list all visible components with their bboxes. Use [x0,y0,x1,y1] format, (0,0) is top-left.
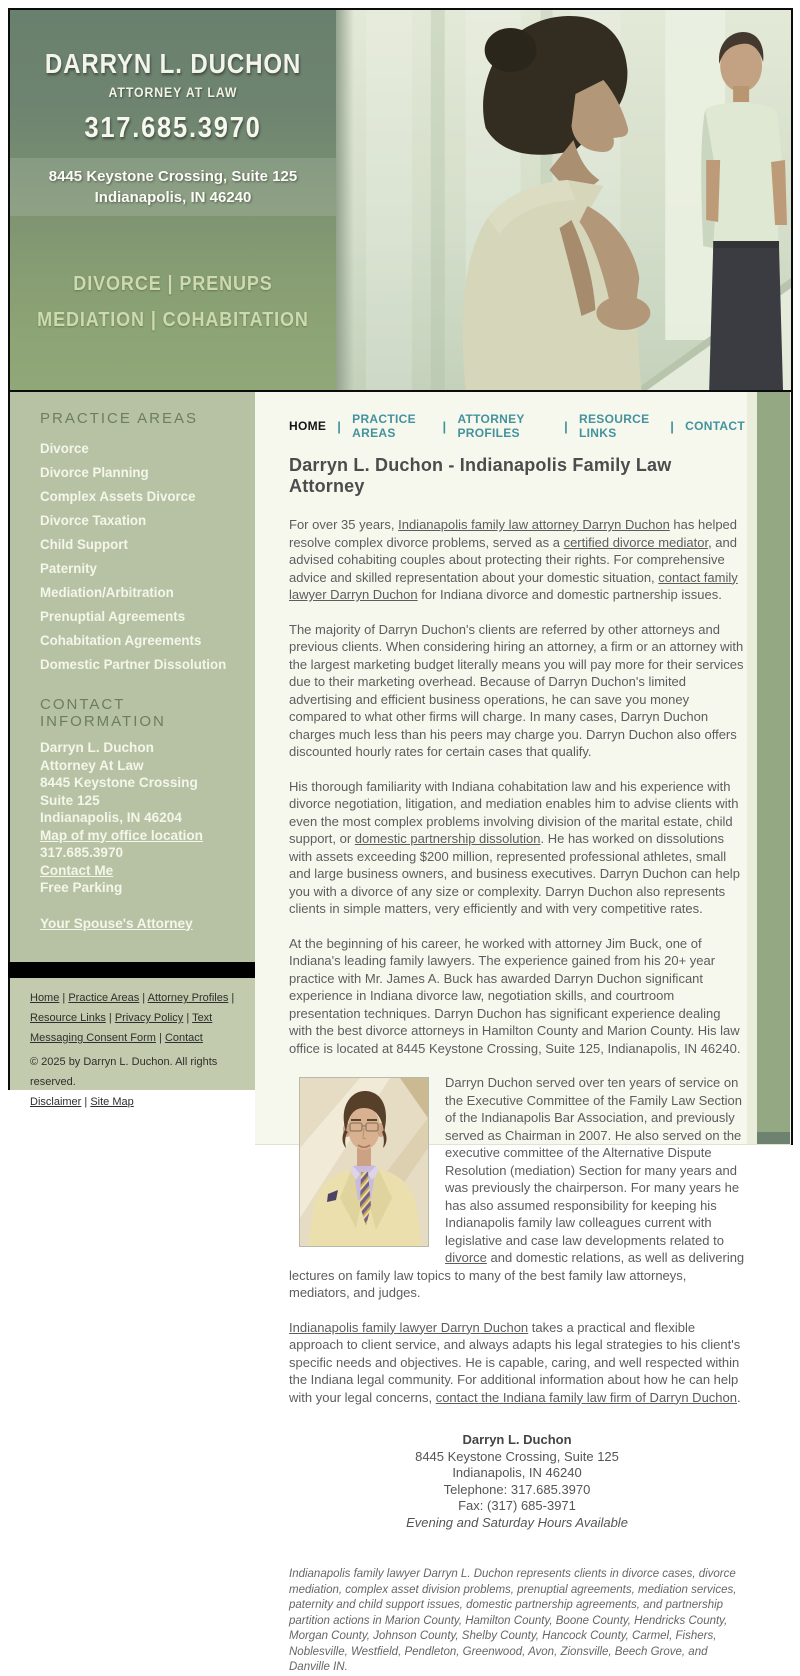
inline-link[interactable]: Indianapolis family law attorney Darryn Duchon [398,517,670,532]
contact-block-fax: Fax: (317) 685-3971 [458,1498,576,1513]
sidebar-practice-area-link[interactable]: Mediation/Arbitration [40,584,174,600]
inline-link[interactable]: domestic partnership dissolution [354,831,541,846]
address-line-1: 8445 Keystone Crossing, Suite 125 [48,168,298,185]
text-segment: | [183,1012,193,1024]
text-segment: . He has worked on dissolutions with assets exceeding $200 million, represented professional athletes, small and large business owners, and business executives. Darryn Duchon can help you with a divorce of any size or complexity. Darryn Duchon also represents clients in simple matters, very efficiently and with very competitive rates. [289,831,740,916]
nav-separator: | [564,418,569,434]
contact-information-title: CONTACT INFORMATION [40,696,166,730]
sidebar-footer [10,978,255,1108]
text-segment: Darryn Duchon served over ten years of service on the Executive Committee of the Family Law Section of the Indianapolis Bar Association, and previously served as Chairman in 2007. He also served on the executive committee of the Alternative Dispute Resolution (mediation) Section for many years and was previously the chairperson. For many years he has also assumed responsibility for keeping his Indianapolis family law colleagues current with legislative and case law developments related to [445,1075,742,1248]
contact-information-section [40,696,245,932]
sidebar-practice-area-link[interactable]: Divorce Planning [40,464,149,480]
decor-strip-pale [747,392,757,1144]
sidebar-practice-area-link[interactable]: Domestic Partner Dissolution [40,656,227,672]
sidebar-practice-area-link[interactable]: Complex Assets Divorce [40,488,196,504]
nav-practice-areas[interactable]: PRACTICE AREAS [352,412,416,440]
approach-paragraph [289,1319,745,1407]
contact-block-hours: Evening and Saturday Hours Available [406,1514,628,1530]
nav-attorney-profiles[interactable]: ATTORNEY PROFILES [457,412,525,440]
contact-block-phone: Telephone: 317.685.3970 [443,1481,591,1497]
sidebar-practice-area-link[interactable]: Prenuptial Agreements [40,608,186,624]
inline-link[interactable]: Contact [164,1032,203,1044]
inline-link[interactable]: contact family lawyer Darryn Duchon [289,569,738,602]
contact-block-name: Darryn L. Duchon [462,1432,572,1447]
firm-phone: 317.685.3970 [84,112,262,144]
firm-subtitle: ATTORNEY AT LAW [108,84,238,100]
practice-areas-title: PRACTICE AREAS [40,410,199,427]
text-segment: for Indiana divorce and domestic partnership issues. [417,587,722,602]
nav-home[interactable]: HOME [289,419,327,433]
inline-link[interactable]: Practice Areas [68,992,140,1004]
inline-link[interactable]: Indianapolis family lawyer Darryn Duchon [289,1319,529,1335]
footer-links-row-2 [30,1092,239,1112]
address-line-2: Indianapolis, IN 46240 [94,189,252,206]
inline-link[interactable]: Text Messaging Consent Form [30,1012,213,1044]
free-parking-label: Free Parking [40,879,123,895]
inline-link[interactable]: divorce [445,1250,487,1265]
spouse-attorney-link[interactable]: Your Spouse's Attorney [40,914,193,931]
referrals-paragraph [289,621,745,761]
main-content [289,412,745,1676]
career-paragraph [289,935,745,1058]
contact-block-address-1: 8445 Keystone Crossing, Suite 125 [415,1448,619,1464]
map-link[interactable]: Map of my office location [40,826,203,843]
text-segment: His thorough familiarity with Indiana cohabitation law and his experience with divorce negotiation, litigation, and mediation enables him to advise clients with even the most complex problems involving division of the marital estate, child support, or [289,778,739,846]
page-title: Darryn L. Duchon - Indianapolis Family Law Attorney [289,455,672,496]
inline-link[interactable]: Disclaimer [30,1096,82,1108]
couple-photo [336,10,791,390]
nav-contact[interactable]: CONTACT [685,419,745,433]
sidebar-practice-area-link[interactable]: Paternity [40,560,97,576]
sidebar-practice-area-link[interactable]: Child Support [40,536,128,552]
address-band [10,158,336,216]
main-nav [289,412,745,440]
tagline [26,266,319,338]
sidebar-practice-area-link[interactable]: Divorce [40,440,89,456]
inline-link[interactable]: Home [30,992,60,1004]
contact-name: Darryn L. Duchon [40,739,154,755]
text-segment: The majority of Darryn Duchon's clients are referred by other attorneys and previous clients. When considering hiring an attorney, a firm or an attorney with the largest marketing budget literally means you will pay more for their services due to their marketing overhead. Because of Darryn Duchon's limited advertising and efficient business operations, he can save you money compared to what other firms will charge. In many cases, Darryn Duchon charges much less than his peers may charge you. Darryn Duchon also offers discounted hourly rates for certain cases that qualify. [289,621,744,759]
service-area-disclaimer: Indianapolis family lawyer Darryn L. Duchon represents clients in divorce cases, divorce mediation, complex asset division problems, prenuptial agreements, mediation services, paternity and child support issues, domestic partnership agreements, and partnership partition actions in Marion County, Hamilton County, Boone County, Hendricks County, Morgan County, Johnson County, Shelby County, Hancock County, Carmel, Fishers, Noblesville, Westfield, Pendleton, Greenwood, Avon, Zionsville, Beech Grove, and Danville IN. [289,1568,737,1673]
text-segment: | [155,1032,165,1044]
tagline-line-2: MEDIATION | COHABITATION [37,309,309,331]
sidebar [10,392,255,962]
contact-block [289,1432,745,1531]
inline-link[interactable]: contact the Indiana family law firm of Darryn Duchon [435,1389,737,1405]
inline-link[interactable]: certified divorce mediator [563,534,709,550]
intro-paragraph [289,516,745,604]
footer-links-row [30,988,239,1048]
experience-paragraph [289,778,745,918]
contact-me-link[interactable]: Contact Me [40,861,114,878]
contact-line: Attorney At Law [40,756,144,773]
decor-strip-cap [757,1132,790,1144]
text-segment: At the beginning of his career, he worked with attorney Jim Buck, one of Indiana's leading family lawyers. The experience gained from his 20+ year practice with Mr. James A. Buck has awarded Darryn Duchon significant experience in Indiana divorce law, negotiation skills, and courtroom presentation techniques. Darryn Duchon has significant experience dealing with the best divorce attorneys in Hamilton County and Marion County. His law office is located at 8445 Keystone Crossing, Suite 125, Indianapolis, IN 46240. [289,935,741,1056]
bio-paragraph-with-photo [289,1074,745,1302]
right-frame-border [791,392,793,1145]
contact-block-address-2: Indianapolis, IN 46240 [452,1465,582,1480]
firm-name: DARRYN L. DUCHON [44,48,302,79]
inline-link[interactable]: Attorney Profiles [147,992,229,1004]
text-segment: . [737,1389,741,1405]
sidebar-practice-area-link[interactable]: Cohabitation Agreements [40,632,202,648]
nav-separator: | [337,418,342,434]
text-segment: | [139,992,148,1004]
text-segment: | [105,1012,115,1024]
hero-left-panel [10,10,336,390]
text-segment: | [59,992,69,1004]
attorney-portrait-photo [299,1077,429,1247]
inline-link[interactable]: Site Map [90,1096,134,1108]
decor-strip-green [757,392,790,1144]
text-segment: | [81,1096,91,1108]
text-segment: has helped resolve complex divorce problems, served as a [289,517,738,550]
inline-link[interactable]: Resource Links [30,1012,106,1024]
contact-line: 8445 Keystone Crossing [40,774,198,790]
contact-line: Suite 125 [40,791,100,808]
nav-separator: | [442,418,447,434]
nav-resource-links[interactable]: RESOURCE LINKS [579,412,650,440]
text-segment: takes a practical and flexible approach to client service, and always adapts his legal strategies to his client's specific needs and objectives. He is capable, caring, and well respected within the Indiana legal community. For additional information about how he can help with your legal concerns, [289,1319,741,1405]
inline-link[interactable]: Privacy Policy [114,1012,184,1024]
sidebar-practice-area-link[interactable]: Divorce Taxation [40,512,147,528]
hero-header [8,8,793,392]
contact-phone: 317.685.3970 [40,844,124,860]
copyright-text: © 2025 by Darryn L. Duchon. All rights reserved. [30,1056,218,1088]
black-divider-bar [8,962,255,978]
text-segment: For over 35 years, [289,517,399,532]
nav-separator: | [670,418,675,434]
text-segment: and domestic relations, as well as delivering lectures on family law topics to many of the best family law attorneys, mediators, and judges. [289,1250,745,1300]
text-segment: | [228,992,235,1004]
contact-line: Indianapolis, IN 46204 [40,809,182,825]
practice-areas-list [40,436,245,676]
text-segment: , and advised cohabiting couples about protecting their rights. For comprehensive advice and skilled representation about your domestic situation, [289,534,737,585]
tagline-line-1: DIVORCE | PRENUPS [73,273,273,295]
